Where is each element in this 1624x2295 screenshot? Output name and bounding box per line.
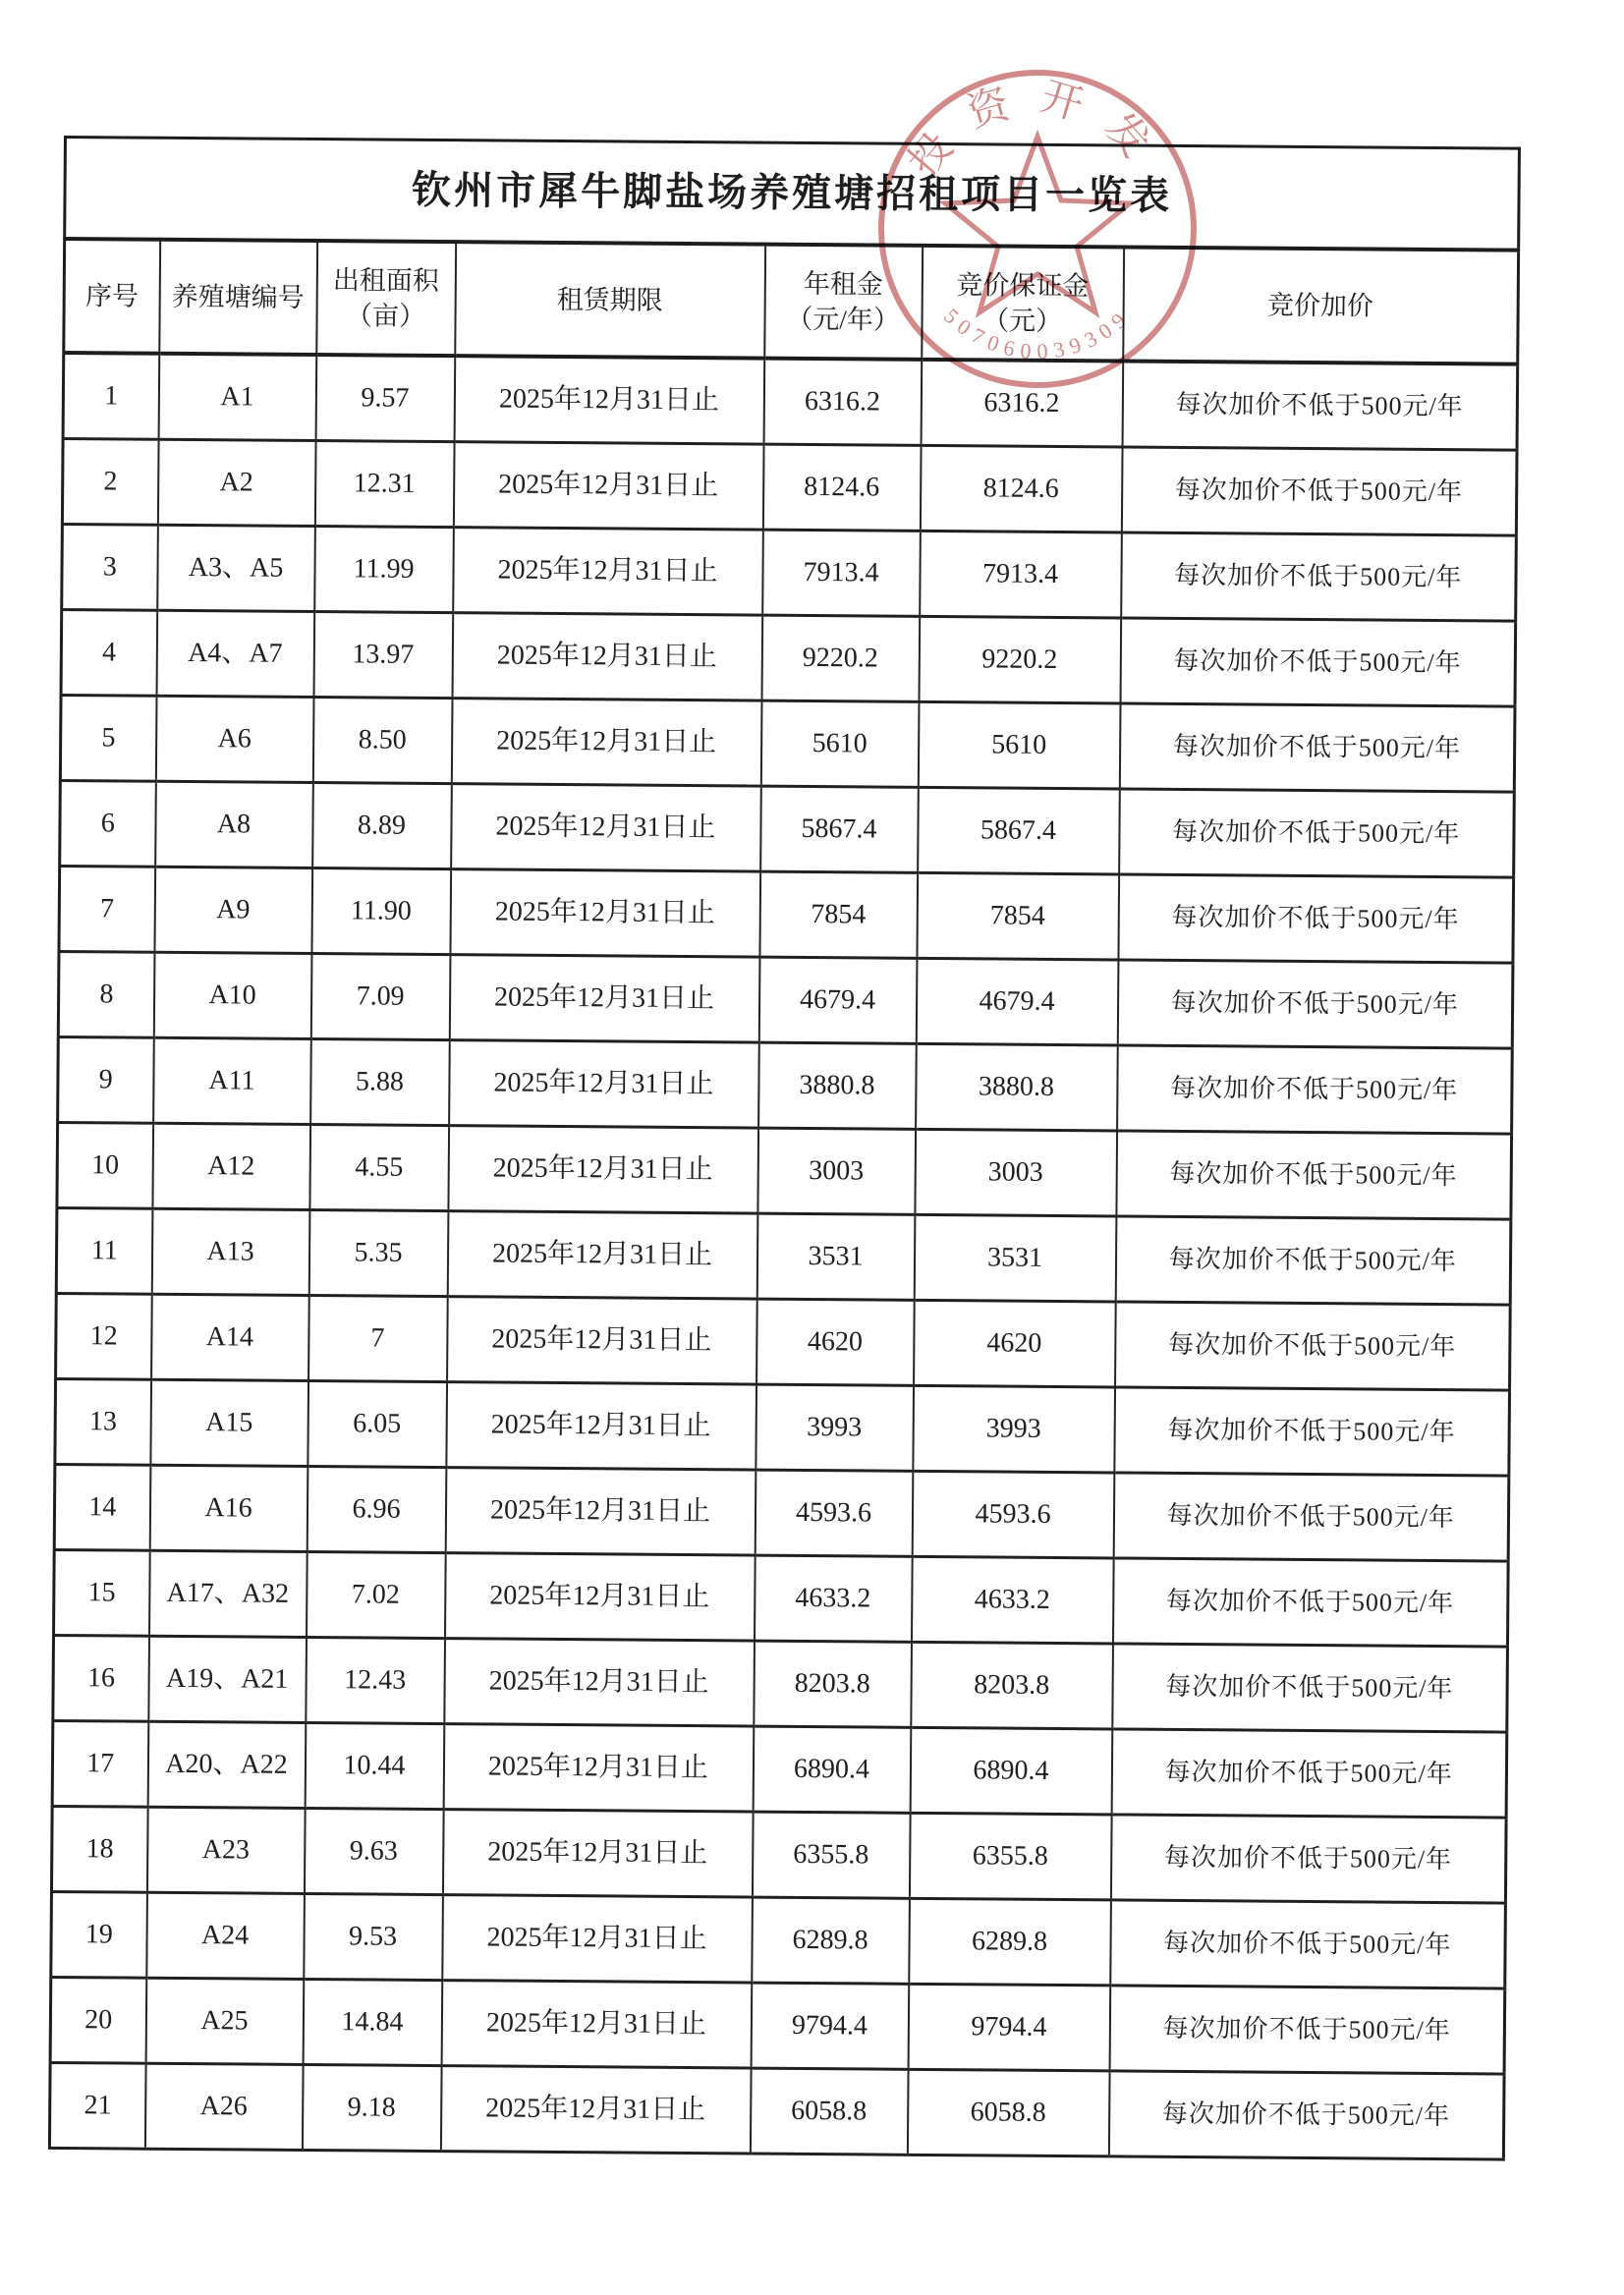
table-row [49, 2062, 1504, 2159]
table-row [63, 353, 1518, 450]
bid-increment-cell: 每次加价不低于500元/年 [1122, 361, 1518, 450]
area-cell: 9.57 [315, 355, 455, 442]
area-cell: 12.43 [306, 1637, 445, 1723]
area-cell: 8.89 [312, 783, 452, 869]
table-row [54, 1549, 1509, 1647]
annual-rent-cell: 3880.8 [758, 1042, 917, 1129]
seal-arc-text: 投资开发 [900, 74, 1175, 186]
seq-cell: 1 [63, 353, 159, 439]
table-row [51, 1806, 1506, 1903]
bid-deposit-cell: 5867.4 [918, 787, 1120, 874]
bid-deposit-cell: 3880.8 [916, 1043, 1118, 1131]
table-row [58, 1036, 1513, 1134]
pond-id-cell: A6 [155, 696, 313, 782]
table-row [52, 1720, 1507, 1818]
lease-term-cell: 2025年12月31日止 [449, 955, 759, 1042]
area-cell: 7.02 [307, 1551, 446, 1638]
bid-increment-cell: 每次加价不低于500元/年 [1117, 960, 1513, 1048]
annual-rent-cell: 3003 [757, 1128, 916, 1214]
header-lease-term: 租赁期限 [455, 242, 765, 358]
table-row [60, 780, 1515, 877]
header-bid-increment: 竞价加价 [1123, 247, 1519, 364]
annual-rent-cell: 4633.2 [754, 1555, 912, 1642]
seq-cell: 2 [62, 439, 158, 526]
table-row [50, 1977, 1505, 2074]
annual-rent-cell: 6058.8 [750, 2068, 908, 2155]
bid-increment-cell: 每次加价不低于500元/年 [1115, 1216, 1511, 1305]
seq-cell: 21 [49, 2062, 145, 2149]
lease-term-cell: 2025年12月31日止 [444, 1553, 755, 1641]
pond-id-cell: A23 [146, 1807, 305, 1893]
area-cell: 10.44 [305, 1722, 444, 1809]
lease-term-cell: 2025年12月31日止 [442, 1810, 753, 1897]
annual-rent-cell: 4593.6 [755, 1470, 913, 1556]
seq-cell: 8 [58, 951, 154, 1037]
bid-increment-cell: 每次加价不低于500元/年 [1119, 703, 1515, 792]
lease-term-cell: 2025年12月31日止 [441, 1981, 752, 2068]
table-row [56, 1207, 1511, 1305]
bid-deposit-cell: 8124.6 [920, 445, 1122, 532]
area-cell: 9.63 [304, 1808, 443, 1894]
seq-cell: 11 [56, 1207, 152, 1294]
lease-term-cell: 2025年12月31日止 [440, 2066, 751, 2154]
lease-term-cell: 2025年12月31日止 [445, 1468, 756, 1555]
bid-deposit-cell: 6316.2 [921, 360, 1123, 447]
bid-deposit-cell: 3531 [914, 1214, 1116, 1302]
table-body [49, 353, 1517, 2159]
lease-term-cell: 2025年12月31日止 [444, 1639, 755, 1726]
seq-cell: 14 [54, 1464, 150, 1550]
area-cell: 8.50 [312, 698, 452, 784]
annual-rent-cell: 6289.8 [752, 1897, 910, 1984]
seq-cell: 4 [61, 609, 157, 696]
seq-cell: 15 [54, 1549, 150, 1636]
bid-deposit-cell: 5610 [918, 701, 1120, 789]
annual-rent-cell: 5610 [760, 700, 919, 787]
table-row [61, 609, 1516, 706]
lease-term-cell: 2025年12月31日止 [447, 1297, 757, 1384]
annual-rent-cell: 4620 [756, 1299, 915, 1385]
page-title: 钦州市犀牛脚盐场养殖塘招租项目一览表 [65, 138, 1520, 251]
seq-cell: 6 [60, 780, 156, 867]
bid-increment-cell: 每次加价不低于500元/年 [1112, 1558, 1508, 1647]
annual-rent-cell: 9220.2 [761, 615, 920, 701]
seq-cell: 17 [52, 1720, 148, 1807]
pond-id-cell: A8 [155, 781, 313, 868]
lease-project-table [48, 136, 1521, 2161]
bid-deposit-cell: 6289.8 [909, 1898, 1111, 1986]
bid-increment-cell: 每次加价不低于500元/年 [1111, 1729, 1507, 1818]
table-row [51, 1891, 1506, 1988]
bid-increment-cell: 每次加价不低于500元/年 [1118, 874, 1514, 963]
area-cell: 6.05 [308, 1380, 447, 1467]
pond-id-cell: A25 [145, 1978, 304, 2064]
lease-term-cell: 2025年12月31日止 [449, 1040, 759, 1128]
bid-increment-cell: 每次加价不低于500元/年 [1119, 789, 1515, 877]
annual-rent-cell: 8203.8 [754, 1641, 912, 1727]
header-annual-rent: 年租金 （元/年） [764, 245, 923, 360]
area-cell: 9.53 [304, 1893, 443, 1980]
seq-cell: 12 [56, 1293, 152, 1379]
table-row [59, 866, 1514, 963]
bid-deposit-cell: 6890.4 [910, 1727, 1112, 1815]
pond-id-cell: A2 [157, 439, 315, 526]
lease-term-cell: 2025年12月31日止 [448, 1126, 758, 1213]
annual-rent-cell: 4679.4 [758, 957, 917, 1043]
lease-term-cell: 2025年12月31日止 [453, 442, 763, 530]
bid-deposit-cell: 4679.4 [916, 958, 1118, 1045]
table-row [54, 1464, 1509, 1561]
lease-term-cell: 2025年12月31日止 [447, 1211, 757, 1299]
area-cell: 7 [308, 1295, 448, 1381]
pond-id-cell: A15 [150, 1379, 308, 1466]
annual-rent-cell: 8124.6 [762, 444, 921, 531]
pond-id-cell: A13 [151, 1208, 309, 1295]
area-cell: 11.90 [311, 868, 451, 955]
pond-id-cell: A20、A22 [147, 1721, 306, 1808]
bid-increment-cell: 每次加价不低于500元/年 [1113, 1473, 1509, 1561]
bid-deposit-cell: 3993 [913, 1385, 1115, 1473]
bid-deposit-cell: 9794.4 [908, 1984, 1110, 2071]
seq-cell: 10 [57, 1122, 153, 1208]
bid-deposit-cell: 3003 [915, 1129, 1117, 1216]
lease-term-cell: 2025年12月31日止 [446, 1382, 756, 1470]
area-cell: 5.88 [310, 1039, 450, 1126]
table-row [57, 1122, 1512, 1219]
table-row [58, 951, 1513, 1048]
pond-id-cell: A17、A32 [149, 1550, 308, 1637]
lease-term-cell: 2025年12月31日止 [454, 356, 764, 444]
area-cell: 13.97 [313, 612, 453, 699]
bid-deposit-cell: 7913.4 [920, 531, 1122, 618]
lease-term-cell: 2025年12月31日止 [452, 613, 762, 700]
bid-increment-cell: 每次加价不低于500元/年 [1121, 532, 1517, 621]
seq-cell: 18 [51, 1806, 147, 1892]
table-row [53, 1635, 1508, 1732]
annual-rent-cell: 5867.4 [760, 786, 919, 872]
bid-deposit-cell: 6058.8 [907, 2069, 1109, 2156]
table-row [55, 1378, 1510, 1476]
area-cell: 11.99 [314, 527, 454, 613]
bid-increment-cell: 每次加价不低于500元/年 [1110, 1900, 1506, 1988]
seq-cell: 5 [60, 695, 156, 781]
header-seq: 序号 [64, 239, 160, 354]
bid-increment-cell: 每次加价不低于500元/年 [1109, 1986, 1505, 2074]
table-header-row [64, 239, 1519, 364]
header-bid-deposit: 竞价保证金 （元） [922, 246, 1124, 362]
area-cell: 6.96 [307, 1466, 446, 1552]
pond-id-cell: A14 [151, 1294, 309, 1380]
annual-rent-cell: 6890.4 [753, 1726, 911, 1813]
area-cell: 12.31 [314, 441, 454, 528]
lease-term-cell: 2025年12月31日止 [450, 869, 760, 957]
bid-deposit-cell: 4593.6 [912, 1471, 1114, 1558]
bid-increment-cell: 每次加价不低于500元/年 [1117, 1045, 1513, 1134]
document-sheet [48, 136, 1518, 2161]
pond-id-cell: A16 [149, 1465, 308, 1551]
seq-cell: 7 [59, 866, 155, 952]
bid-deposit-cell: 4633.2 [911, 1556, 1113, 1644]
seq-cell: 16 [53, 1635, 149, 1721]
seq-cell: 20 [50, 1977, 146, 2063]
pond-id-cell: A4、A7 [156, 610, 314, 697]
annual-rent-cell: 7854 [759, 871, 918, 958]
annual-rent-cell: 3993 [756, 1384, 914, 1471]
pond-id-cell: A12 [152, 1123, 310, 1209]
pond-id-cell: A11 [153, 1037, 311, 1124]
lease-term-cell: 2025年12月31日止 [451, 699, 761, 786]
bid-increment-cell: 每次加价不低于500元/年 [1110, 1815, 1506, 1903]
pond-id-cell: A10 [153, 952, 311, 1038]
lease-term-cell: 2025年12月31日止 [443, 1724, 754, 1812]
seal-serial-number: 507060039309 [939, 303, 1136, 364]
seq-cell: 3 [62, 524, 158, 610]
area-cell: 5.35 [308, 1209, 448, 1296]
bid-increment-cell: 每次加价不低于500元/年 [1114, 1387, 1510, 1476]
area-cell: 4.55 [309, 1124, 449, 1210]
bid-deposit-cell: 9220.2 [919, 616, 1121, 703]
annual-rent-cell: 9794.4 [751, 1983, 909, 2069]
bid-deposit-cell: 8203.8 [911, 1642, 1113, 1729]
table-row [60, 695, 1515, 792]
lease-term-cell: 2025年12月31日止 [453, 528, 763, 615]
seq-cell: 13 [55, 1378, 151, 1465]
bid-deposit-cell: 4620 [914, 1300, 1116, 1387]
bid-increment-cell: 每次加价不低于500元/年 [1108, 2071, 1504, 2159]
pond-id-cell: A1 [158, 354, 316, 441]
bid-deposit-cell: 7854 [917, 872, 1119, 960]
seq-cell: 19 [51, 1891, 147, 1978]
bid-increment-cell: 每次加价不低于500元/年 [1116, 1131, 1512, 1219]
lease-term-cell: 2025年12月31日止 [451, 784, 761, 871]
annual-rent-cell: 6316.2 [763, 359, 922, 446]
header-area: 出租面积 （亩） [316, 241, 456, 356]
annual-rent-cell: 6355.8 [752, 1812, 910, 1898]
pond-id-cell: A3、A5 [157, 525, 315, 611]
bid-increment-cell: 每次加价不低于500元/年 [1112, 1644, 1508, 1732]
pond-id-cell: A19、A21 [148, 1636, 307, 1722]
table-title-row [65, 138, 1520, 251]
area-cell: 9.18 [302, 2064, 441, 2151]
table-row [56, 1293, 1511, 1390]
table-row [62, 439, 1517, 536]
bid-deposit-cell: 6355.8 [909, 1813, 1111, 1900]
table-row [62, 524, 1517, 621]
pond-id-cell: A24 [146, 1892, 305, 1979]
area-cell: 7.09 [310, 954, 450, 1040]
header-pond-id: 养殖塘编号 [159, 240, 317, 355]
annual-rent-cell: 7913.4 [762, 530, 921, 616]
seq-cell: 9 [58, 1036, 154, 1123]
area-cell: 14.84 [303, 1979, 442, 2065]
lease-term-cell: 2025年12月31日止 [442, 1895, 753, 1983]
pond-id-cell: A9 [154, 867, 312, 953]
pond-id-cell: A26 [144, 2063, 303, 2150]
bid-increment-cell: 每次加价不低于500元/年 [1115, 1302, 1511, 1390]
annual-rent-cell: 3531 [756, 1213, 915, 1300]
bid-increment-cell: 每次加价不低于500元/年 [1121, 447, 1517, 535]
bid-increment-cell: 每次加价不低于500元/年 [1120, 618, 1516, 706]
